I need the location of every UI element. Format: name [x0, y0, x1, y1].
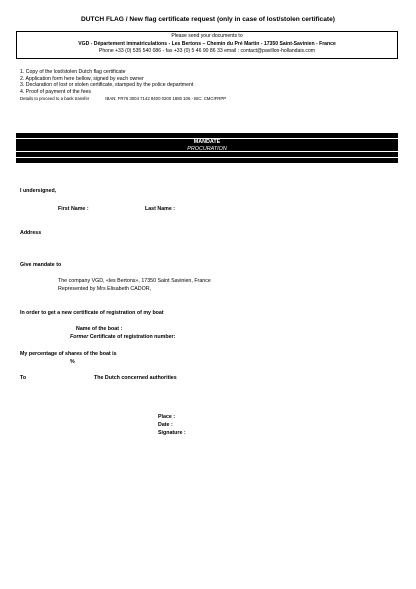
signature-label: Signature :	[158, 430, 186, 436]
first-name-label: First Name :	[58, 206, 89, 212]
last-name-label: Last Name :	[145, 206, 176, 212]
requirement-item: 2. Application form here bellow, signed by each owner	[20, 75, 144, 82]
to-label: To	[20, 375, 27, 381]
bank-details	[20, 96, 226, 101]
percent-sign: %	[70, 359, 75, 365]
requirement-item: 4. Proof of payment of the fees	[20, 88, 91, 95]
purpose-label: In order to get a new certificate of registration of my boat	[20, 310, 164, 316]
address-label: Address	[20, 230, 42, 236]
company-text: The company VGD, «les Bertons», 17350 Saint Savinien, France	[58, 278, 211, 284]
bank-iban: IBAN: FR76 3004 7142 8400 0200 1880 106 - BIC: CMCIFRPP	[105, 96, 227, 101]
undersigned-label: I undersigned,	[20, 188, 57, 194]
boat-name-label: Name of the boat :	[76, 326, 123, 332]
page-title: DUTCH FLAG / New flag certificate request (only in case of lost/stolen certificate)	[81, 16, 335, 23]
send-documents-box	[16, 31, 398, 59]
send-intro: Please send your documents to	[171, 33, 243, 39]
authorities-label: The Dutch concerned authorities	[94, 375, 177, 381]
send-contact: Phone +33 (0) 535 540 086 - fax +33 (0) 5 46 90 86 33 email : contact@pavillon-hollandais.com	[98, 48, 316, 55]
mandate-divider	[16, 157, 398, 164]
place-label: Place :	[158, 414, 176, 420]
former-rest: Certificate of registration number:	[88, 334, 176, 340]
procuration-subtitle: PROCURATION	[187, 146, 227, 152]
bank-label: Details to proceed to a bank transfer	[20, 96, 90, 101]
send-address: VGD - Département immatriculations - Les Bertons – Chemin du Pré Martin - 17350 Saint-Savinien - France	[78, 40, 336, 47]
former-certificate-label	[70, 334, 175, 340]
give-mandate-label: Give mandate to	[20, 262, 62, 268]
requirement-item: 1. Copy of the lost/stolen Dutch flag certificate	[20, 69, 126, 75]
requirements-list	[20, 69, 193, 95]
requirement-item: 3. Declaration of lost or stolen certificate, stamped by the police department	[20, 82, 194, 89]
date-label: Date :	[158, 422, 173, 428]
mandate-title: MANDATE	[193, 139, 221, 145]
shares-label: My percentage of shares of the boat is	[20, 351, 117, 357]
former-word: Former	[70, 334, 89, 340]
representative-text: Represented by Mrs Elisabeth CADOR,	[58, 286, 152, 292]
